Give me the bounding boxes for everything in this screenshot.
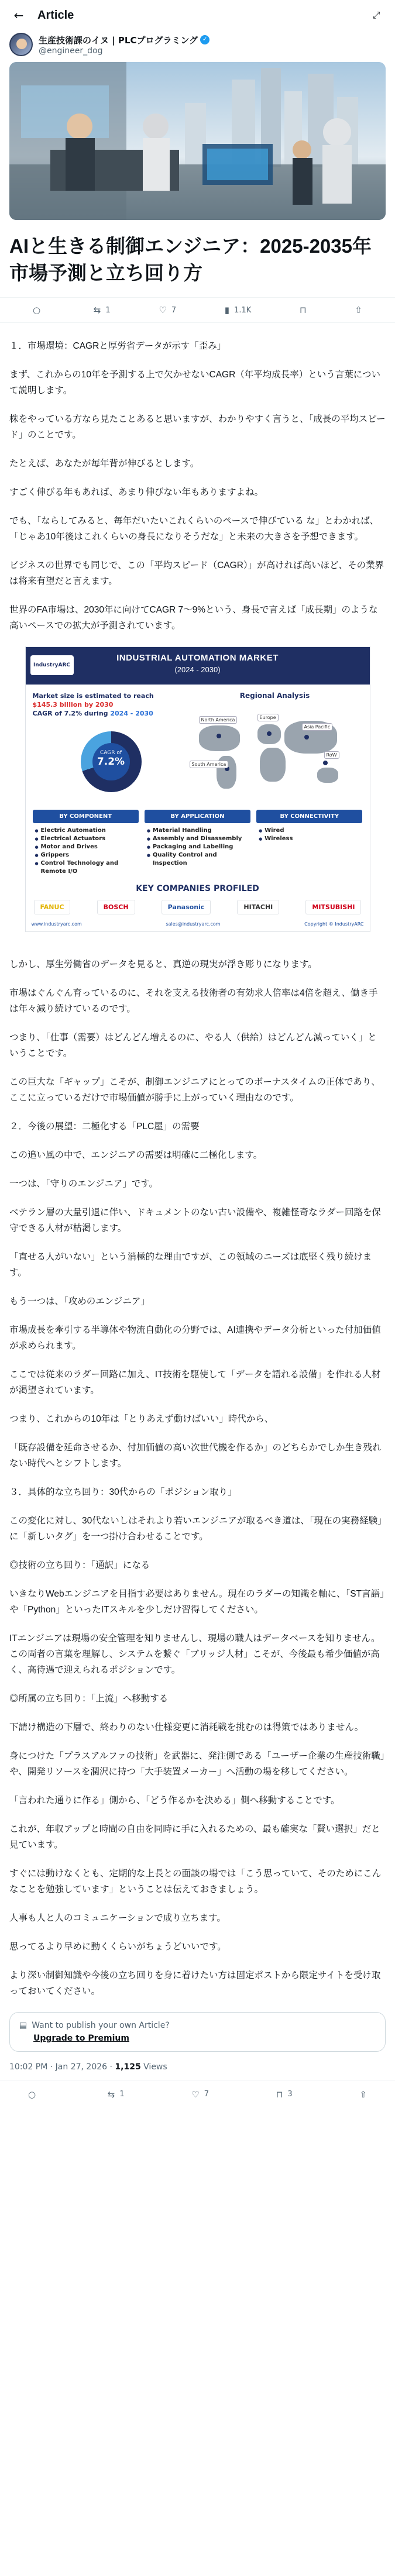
footer-copyright: Copyright © IndustryARC <box>304 921 364 927</box>
article-paragraph: ２．今後の展望：二極化する「PLC屋」の需要 <box>9 1122 200 1131</box>
verified-badge-icon: ✓ <box>200 35 209 44</box>
repost-button[interactable] <box>108 2089 125 2100</box>
company-logo: Panasonic <box>162 900 211 914</box>
article-paragraph: 「直せる人がいない」という消極的な理由ですが、この領域のニーズは底堅く残り続けます。 <box>9 1252 372 1278</box>
article-paragraph: 人事も人と人のコミュニケーションで成り立ちます。 <box>9 1913 226 1923</box>
segment-column-title: BY COMPONENT <box>33 810 139 823</box>
article-icon: ▤ <box>19 2021 28 2030</box>
company-logo: HITACHI <box>237 900 279 914</box>
segment-item: ● Quality Control and Inspection <box>147 851 248 868</box>
segment-item: ● Assembly and Disassembly <box>147 835 248 843</box>
heart-icon: ♡ <box>191 2089 200 2100</box>
region-label: RoW <box>324 751 339 759</box>
timestamp-views: 1,125 <box>115 2062 141 2072</box>
industryarc-logo: IndustryARC <box>30 655 74 675</box>
footer-website: www.industryarc.com <box>31 921 82 927</box>
region-label: South America <box>190 761 229 768</box>
segment-item: ● Packaging and Labelling <box>147 843 248 851</box>
market-infographic[interactable] <box>25 646 370 932</box>
engagement-bar-bottom <box>0 2080 395 2108</box>
segment-column <box>256 810 362 879</box>
key-companies-title: KEY COMPANIES PROFILED <box>136 884 259 893</box>
view-count: 1.1K <box>234 305 252 315</box>
share-button[interactable] <box>359 2089 367 2100</box>
segment-list <box>145 823 250 871</box>
article-paragraph: 世界のFA市場は、2030年に向けてCAGR 7〜9%という、身長で言えば「成長期」のような高いペースでの拡大が予測されています。 <box>9 605 378 631</box>
repost-button[interactable] <box>94 305 111 315</box>
cagr-period: 2024 - 2030 <box>110 710 153 717</box>
upgrade-premium-link[interactable]: Upgrade to Premium <box>33 2034 129 2043</box>
heart-icon: ♡ <box>159 305 167 315</box>
bookmark-button[interactable] <box>300 305 307 315</box>
author-name[interactable]: 生産技術課のイヌ | PLCプログラミング <box>39 35 198 46</box>
article-paragraph: 身につけた「プラスアルファの技術」を武器に、発注側である「ユーザー企業の生産技術職」や、開発リソースを潤沢に持つ「大手装置メーカー」へ活動の場を移してください。 <box>9 1751 385 1777</box>
article-paragraph: すごく伸びる年もあれば、あまり伸びない年もありますよね。 <box>9 487 264 497</box>
segment-item: ● Grippers <box>35 851 136 859</box>
segment-item: ● Control Technology and Remote I/O <box>35 859 136 876</box>
segment-column-title: BY APPLICATION <box>145 810 250 823</box>
infographic-title: INDUSTRIAL AUTOMATION MARKET <box>116 653 279 663</box>
article-paragraph: 思ってるより早めに動くくらいがちょうどいいです。 <box>9 1942 226 1952</box>
author-row[interactable] <box>0 30 395 62</box>
footer-email: sales@industryarc.com <box>166 921 221 927</box>
paragraph-group-1 <box>9 338 386 634</box>
article-paragraph: 「既存設備を延命させるか、付加価値の高い次世代機を作るか」のどちらかでしか生き残れない時代へとシフトします。 <box>9 1443 382 1468</box>
reply-button[interactable] <box>28 2089 40 2100</box>
segment-column <box>145 810 250 879</box>
europe-pin <box>267 731 272 736</box>
avatar[interactable] <box>9 33 33 56</box>
article-paragraph: いきなりWebエンジニアを目指す必要はありません。現在のラダーの知識を軸に、「ST言語」や「Python」といったITスキルを少しだけ習得してください。 <box>9 1589 384 1615</box>
article-paragraph: 市場はぐんぐん育っているのに、それを支える技術者の有効求人倍率は4倍を超え、働き手は年々減り続けているのです。 <box>9 988 378 1014</box>
author-meta <box>39 34 209 56</box>
regional-title: Regional Analysis <box>239 692 310 700</box>
segment-list <box>256 823 362 847</box>
article-paragraph: 一つは、「守りのエンジニア」です。 <box>9 1179 159 1189</box>
africa-shape <box>260 748 286 782</box>
article-paragraph: 株をやっている方なら見たことあると思いますが、わかりやすく言うと、「成長の平均スピード」のことです。 <box>9 414 386 440</box>
company-logos <box>26 898 370 916</box>
hero-illustration <box>9 62 386 220</box>
company-logo: MITSUBISHI <box>305 900 361 914</box>
share-icon: ⇧ <box>359 2089 367 2100</box>
article-paragraph: ◎所属の立ち回り：「上流」へ移動する <box>9 1694 169 1704</box>
article-paragraph: これが、年収アップと時間の自由を同時に手に入れるための、最も確実な「賢い選択」だと見ています。 <box>9 1824 380 1850</box>
article-paragraph: まず、これからの10年を予測する上で欠かせないCAGR（年平均成長率）という言葉について説明します。 <box>9 370 380 395</box>
repost-icon: ⇆ <box>93 305 101 315</box>
article-body <box>0 323 395 1999</box>
article-paragraph: 下請け構造の下層で、終わりのない仕様変更に消耗戦を挑むのは得策ではありません。 <box>9 1722 364 1732</box>
infographic-middle <box>26 685 370 807</box>
article-paragraph: より深い制御知識や今後の立ち回りを身に着けたい方は固定ポストから限定サイトを受け取っておいてください。 <box>9 1970 381 1996</box>
segment-column-title: BY CONNECTIVITY <box>256 810 362 823</box>
like-count: 7 <box>171 305 177 315</box>
article-title: AIと生きる制御エンジニア：2025-2035年 市場予測と立ち回り方 <box>9 235 372 284</box>
article-paragraph: つまり、これからの10年は「とりあえず動けばいい」時代から、 <box>9 1414 274 1424</box>
paragraph-group-2 <box>9 957 386 1999</box>
region-label: Europe <box>257 714 279 721</box>
region-label: North America <box>199 716 238 724</box>
like-button[interactable] <box>191 2089 209 2100</box>
article-paragraph: この変化に対し、30代ないしはそれより若いエンジニアが取るべき道は、「現在の実務経験」に「新しいタグ」を一つ掛け合わせることです。 <box>9 1516 382 1542</box>
segment-item: ● Electrical Actuators <box>35 835 136 843</box>
article-paragraph: でも、「ならしてみると、毎年だいたいこれくらいのペースで伸びている な」とわかれば、「じゃあ10年後はこれくらいの身長になりそうだな」と未来の大きさを予想できます。 <box>9 516 379 542</box>
expand-icon[interactable]: ⤢ <box>372 9 380 20</box>
segment-list <box>33 823 139 879</box>
article-paragraph: １．市場環境：CAGRと厚労省データが示す「歪み」 <box>9 341 226 351</box>
market-size-line2: $145.3 billion by 2030 <box>32 701 114 709</box>
views-button[interactable] <box>225 305 251 315</box>
segment-item: ● Material Handling <box>147 827 248 835</box>
article-paragraph: ここでは従来のラダー回路に加え、IT技術を駆使して「データを語れる設備」を作れる人材が渇望されています。 <box>9 1370 381 1395</box>
repost-count: 1 <box>119 2090 125 2099</box>
share-icon: ⇧ <box>355 305 362 315</box>
region-label: Asia Pacific <box>302 723 333 731</box>
reply-icon: ○ <box>28 2089 36 2100</box>
article-paragraph: この巨大な「ギャップ」こそが、制御エンジニアにとってのボーナスタイムの正体であり、ここに立っているだけで市場価値が勝手に上がっていく理由なのです。 <box>9 1077 380 1103</box>
article-paragraph: しかし、厚生労働省のデータを見ると、真逆の現実が浮き彫りになります。 <box>9 959 317 969</box>
row-pin <box>323 761 328 765</box>
share-button[interactable] <box>355 305 362 315</box>
cagr-value: 7.2% <box>97 756 125 768</box>
cagr-label: CAGR of <box>99 750 122 756</box>
hero-image[interactable] <box>9 62 386 220</box>
bookmark-icon: ⊓ <box>276 2089 283 2100</box>
bookmark-count: 3 <box>287 2090 293 2099</box>
segment-item: ● Electric Automation <box>35 827 136 835</box>
infographic-header <box>26 647 370 685</box>
article-paragraph: ベテラン層の大量引退に伴い、ドキュメントのない古い設備や、複雑怪奇なラダー回路を保守できる人材が枯渇します。 <box>9 1208 382 1233</box>
north-america-shape <box>199 725 240 751</box>
article-paragraph: つまり、「仕事（需要）はどんどん増えるのに、やる人（供給）はどんどん減っていく」ということです。 <box>9 1033 377 1058</box>
bookmark-button[interactable] <box>276 2089 293 2100</box>
article-paragraph: たとえば、あなたが毎年背が伸びるとします。 <box>9 459 200 469</box>
segment-item: ● Motor and Drives <box>35 843 136 851</box>
reply-button[interactable] <box>33 305 45 315</box>
post-timestamp <box>0 2052 395 2080</box>
cagr-donut <box>81 731 142 792</box>
article-paragraph: ◎技術の立ち回り：「通訳」になる <box>9 1560 150 1570</box>
oceania-shape <box>317 768 338 783</box>
article-paragraph: 「言われた通りに作る」側から、「どう作るかを決める」側へ移動することです。 <box>9 1796 340 1805</box>
like-count: 7 <box>204 2090 209 2099</box>
back-arrow-icon[interactable]: ← <box>13 8 24 22</box>
segment-columns <box>26 807 370 879</box>
article-paragraph: ３．具体的な立ち回り：30代からの「ポジション取り」 <box>9 1487 237 1497</box>
company-logo: FANUC <box>34 900 71 914</box>
company-logo: BOSCH <box>97 900 135 914</box>
timestamp-time[interactable]: 10:02 PM · Jan 27, 2026 · <box>9 2062 115 2072</box>
world-map <box>187 702 363 802</box>
cagr-donut-center <box>92 743 130 780</box>
regional-analysis <box>179 692 363 807</box>
page-title: Article <box>37 8 74 22</box>
asia-pacific-pin <box>304 735 309 740</box>
north-america-pin <box>217 734 221 738</box>
market-size-line3 <box>33 709 179 718</box>
infographic-footer <box>26 916 370 931</box>
segment-item: ● Wired <box>259 827 360 835</box>
premium-question: Want to publish your own Article? <box>32 2021 170 2030</box>
top-bar <box>0 0 395 30</box>
article-paragraph: 市場成長を牽引する半導体や物流自動化の分野では、AI連携やデータ分析といった付加価値が求められます。 <box>9 1325 381 1351</box>
reply-icon: ○ <box>33 305 41 315</box>
premium-upsell-card <box>9 2012 386 2052</box>
like-button[interactable] <box>159 305 176 315</box>
timestamp-views-label: Views <box>140 2062 167 2072</box>
views-chart-icon: ▮ <box>224 305 230 315</box>
article-paragraph: ビジネスの世界でも同じで、この「平均スピード（CAGR）」が高ければ高いほど、その業界は将来有望だと言えます。 <box>9 560 384 586</box>
author-handle[interactable]: @engineer_dog <box>39 46 103 56</box>
repost-count: 1 <box>105 305 111 315</box>
infographic-subtitle: (2024 - 2030) <box>174 665 221 674</box>
article-paragraph: すぐには動けなくとも、定期的な上長との面談の場では「こう思っていて、そのためにこんなことを勉強しています」ということは伝えておきましょう。 <box>9 1869 382 1894</box>
market-size-panel <box>33 692 179 807</box>
bookmark-icon: ⊓ <box>299 305 307 315</box>
article-paragraph: ITエンジニアは現場の安全管理を知りませんし、現場の職人はデータベースを知りません。この両者の言葉を理解し、システムを繋ぐ「ブリッジ人材」こそが、今後最も希少価値が高く、高待遇で迎えられるポジションです。 <box>9 1633 380 1675</box>
market-size-line1: Market size is estimated to reach <box>32 692 154 700</box>
segment-column <box>33 810 139 879</box>
engagement-bar-top <box>0 297 395 323</box>
article-paragraph: もう一つは、「攻めのエンジニア」 <box>9 1296 150 1306</box>
cagr-text: CAGR of 7.2% during <box>32 710 111 717</box>
segment-item: ● Wireless <box>259 835 360 843</box>
repost-icon: ⇆ <box>107 2089 115 2100</box>
article-paragraph: この追い風の中で、エンジニアの需要は明確に二極化します。 <box>9 1150 263 1160</box>
